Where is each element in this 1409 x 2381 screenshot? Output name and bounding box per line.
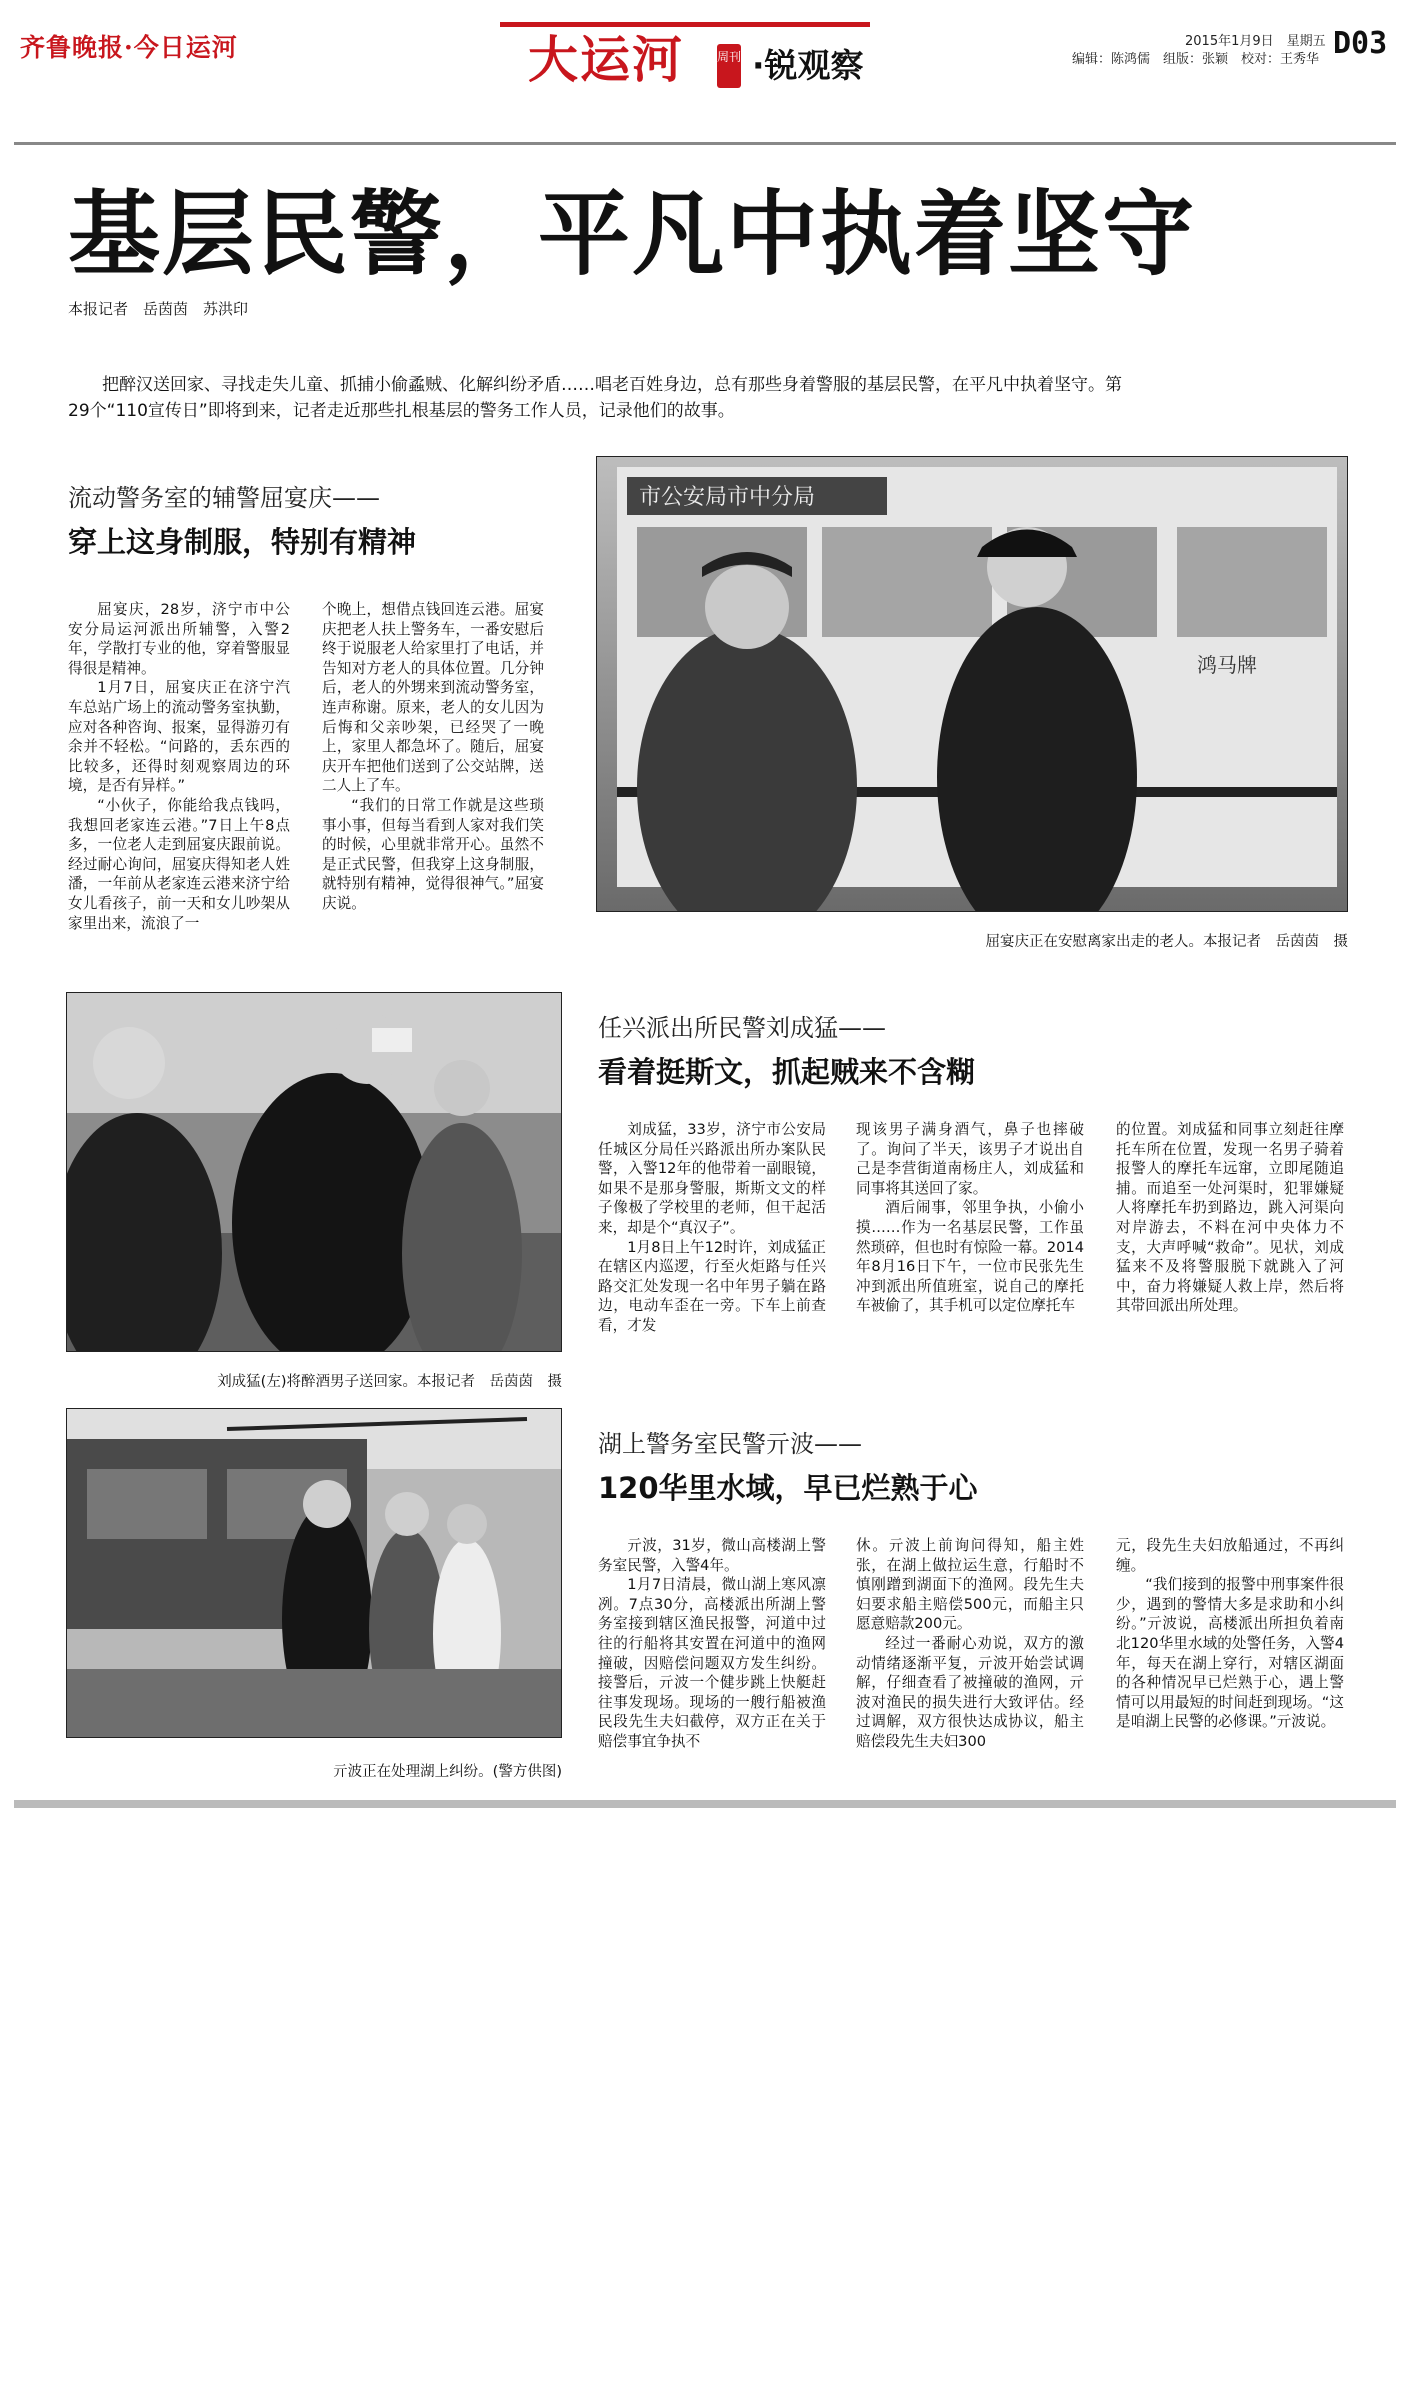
editor-credits: 编辑：陈鸿儒 组版：张颖 校对：王秀华 <box>1072 52 1320 67</box>
story1-photo <box>596 456 1348 912</box>
story3-photo-caption: 亓波正在处理湖上纠纷。(警方供图) <box>333 1764 562 1780</box>
masthead-rule <box>14 142 1396 145</box>
photo-police-van-scene <box>597 457 1348 912</box>
story3-column-3 <box>1116 1536 1344 1732</box>
photo-lake-dispute <box>67 1409 562 1738</box>
story2-subhead: 看着挺斯文，抓起贼来不含糊 <box>598 1055 976 1089</box>
lead-paragraph: 把醉汉送回家、寻找走失儿童、抓捕小偷蟊贼、化解纠纷矛盾……唱老百姓身边，总有那些身着警服的基层民警，在平凡中执着坚守。第29个“110宣传日”即将到来，记者走近那些扎根基层的警务工作人员，记录他们的故事。 <box>68 375 1122 421</box>
story1-subhead: 穿上这身制服，特别有精神 <box>68 525 417 559</box>
story2-column-1 <box>598 1120 826 1336</box>
story3-photo <box>66 1408 562 1738</box>
paragraph: 1月7日清晨，微山湖上寒风凛冽。7点30分，高楼派出所湖上警务室接到辖区渔民报警，河道中过往的行船将其安置在河道中的渔网撞破，因赔偿问题双方发生纠纷。接警后，亓波一个健步跳上快艇赶往事发现场。现场的一艘行船被渔民段先生夫妇截停，双方正在关于赔偿事宜争执不 <box>598 1576 826 1750</box>
newspaper-logo: 齐鲁晚报·今日运河 <box>20 33 238 62</box>
masthead-red-rule <box>500 22 870 27</box>
page-headline: 基层民警，平凡中执着坚守 <box>68 181 1197 288</box>
page-number: D03 <box>1333 26 1388 61</box>
photo-drunk-man-escort <box>67 993 562 1352</box>
paragraph: “我们的日常工作就是这些琐事小事，但每当看到人家对我们笑的时候，心里就非常开心。虽然不是正式民警，但我穿上这身制服，就特别有精神，觉得很神气。”屈宴庆说。 <box>322 796 544 912</box>
story1-column-2 <box>322 600 544 914</box>
story3-kicker: 湖上警务室民警亓波—— <box>598 1430 862 1458</box>
paragraph: 亓波，31岁，微山高楼湖上警务室民警，入警4年。 <box>598 1537 826 1574</box>
paragraph: 休。亓波上前询问得知，船主姓张，在湖上做拉运生意，行船时不慎刚蹭到湖面下的渔网。段先生夫妇要求船主赔偿500元，而船主只愿意赔款200元。 <box>856 1537 1084 1633</box>
paragraph: “小伙子，你能给我点钱吗，我想回老家连云港。”7日上午8点多，一位老人走到屈宴庆跟前说。经过耐心询问，屈宴庆得知老人姓潘，一年前从老家连云港来济宁给女儿看孩子，前一天和女儿吵架从家里出来，流浪了一 <box>68 796 290 932</box>
paragraph: 屈宴庆，28岁，济宁市中公安分局运河派出所辅警，入警2年，学散打专业的他，穿着警服显得很是精神。 <box>68 601 290 677</box>
weekly-badge: 周刊 <box>717 44 741 88</box>
story2-photo <box>66 992 562 1352</box>
section-name: ·锐观察 <box>752 46 864 85</box>
story1-photo-caption: 屈宴庆正在安慰离家出走的老人。本报记者 岳茵茵 摄 <box>985 934 1348 950</box>
story1-kicker: 流动警务室的辅警屈宴庆—— <box>68 484 380 512</box>
paragraph: 1月8日上午12时许，刘成猛正在辖区内巡逻，行至火炬路与任兴路交汇处发现一名中年男子躺在路边，电动车歪在一旁。下车上前查看，才发 <box>598 1238 826 1334</box>
paragraph: 酒后闹事，邻里争执，小偷小摸……作为一名基层民警，工作虽然琐碎，但也时有惊险一幕。2014年8月16日下午，一位市民张先生冲到派出所值班室，说自己的摩托车被偷了，其手机可以定位摩托车 <box>856 1199 1084 1315</box>
paragraph: 现该男子满身酒气，鼻子也摔破了。询问了半天，该男子才说出自己是李营街道南杨庄人，刘成猛和同事将其送回了家。 <box>856 1121 1084 1197</box>
paragraph: 个晚上，想借点钱回连云港。屈宴庆把老人扶上警务车，一番安慰后终于说服老人给家里打了电话，并告知对方老人的具体位置。几分钟后，老人的外甥来到流动警务室，连声称谢。原来，老人的女儿因为后悔和父亲吵架，已经哭了一晚上，家里人都急坏了。随后，屈宴庆开车把他们送到了公交站牌，送二人上了车。 <box>322 601 544 795</box>
story3-subhead: 120华里水域，早已烂熟于心 <box>598 1471 978 1505</box>
issue-date: 2015年1月9日 星期五 <box>1185 34 1326 49</box>
story2-column-2 <box>856 1120 1084 1316</box>
paragraph: 的位置。刘成猛和同事立刻赶往摩托车所在位置，发现一名男子骑着报警人的摩托车远窜，立即尾随追捕。而追至一处河渠时，犯罪嫌疑人将摩托车扔到路边，跳入河渠向对岸游去，不料在河中央体力不支，大声呼喊“救命”。见状，刘成猛来不及将警服脱下就跳入了河中，奋力将嫌疑人救上岸，然后将其带回派出所处理。 <box>1116 1121 1344 1315</box>
paragraph: 1月7日，屈宴庆正在济宁汽车总站广场上的流动警务室执勤，应对各种咨询、报案，显得游刃有余并不轻松。“问路的，丢东西的比较多，还得时刻观察周边的环境，是否有异样。” <box>68 679 290 795</box>
paragraph: “我们接到的报警中刑事案件很少，遇到的警情大多是求助和小纠纷。”亓波说，高楼派出所担负着南北120华里水域的处警任务，入警4年，每天在湖上穿行，对辖区湖面的各种情况早已烂熟于心，遇上警情可以用最短的时间赶到现场。“这是咱湖上民警的必修课。”亓波说。 <box>1116 1576 1344 1731</box>
story1-column-1 <box>68 600 290 933</box>
paragraph: 刘成猛，33岁，济宁市公安局任城区分局任兴路派出所办案队民警，入警12年的他带着一副眼镜，如果不是那身警服，斯斯文文的样子像极了学校里的老师，但干起活来，却是个“真汉子”。 <box>598 1121 826 1236</box>
supplement-brand: 大运河 <box>528 30 684 89</box>
story3-column-1 <box>598 1536 826 1752</box>
paragraph: 元，段先生夫妇放船通过，不再纠缠。 <box>1116 1537 1344 1574</box>
story2-kicker: 任兴派出所民警刘成猛—— <box>598 1014 886 1042</box>
byline: 本报记者 岳茵茵 苏洪印 <box>68 300 249 318</box>
story2-column-3 <box>1116 1120 1344 1316</box>
page-bottom-rule <box>14 1800 1396 1808</box>
story2-photo-caption: 刘成猛(左)将醉酒男子送回家。本报记者 岳茵茵 摄 <box>217 1374 562 1390</box>
story3-column-2 <box>856 1536 1084 1752</box>
van-sign-text: 市公安局市中分局 <box>639 485 816 510</box>
van-brand-text: 鸿马牌 <box>1197 653 1257 677</box>
paragraph: 经过一番耐心劝说，双方的激动情绪逐渐平复，亓波开始尝试调解，仔细查看了被撞破的渔网，亓波对渔民的损失进行大致评估。经过调解，双方很快达成协议，船主赔偿段先生夫妇300 <box>856 1634 1084 1750</box>
